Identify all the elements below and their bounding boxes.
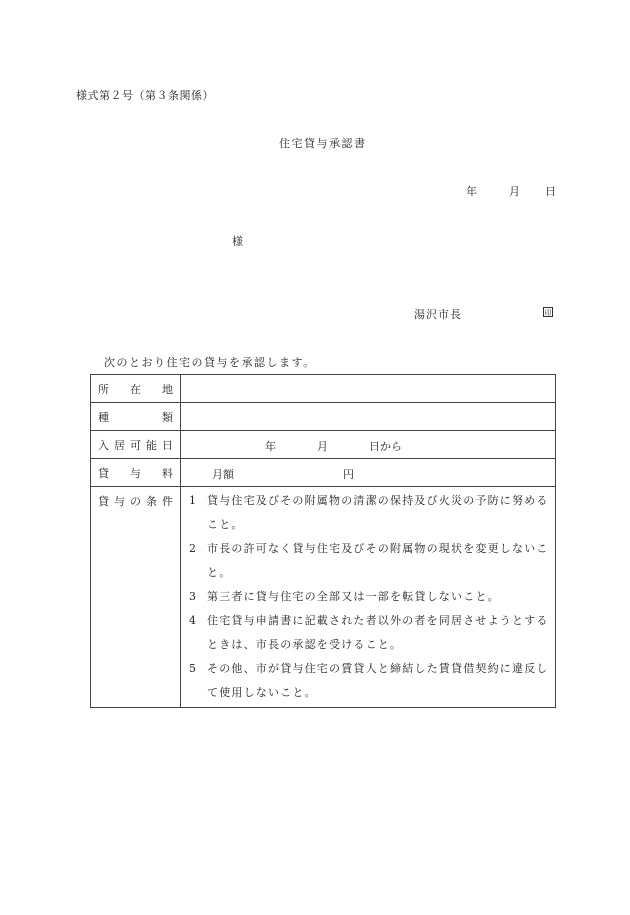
label-char: の bbox=[130, 495, 141, 508]
label-char: 与 bbox=[114, 495, 125, 508]
rent-monthly-label: 月額 bbox=[212, 468, 234, 481]
table-row-rent bbox=[91, 459, 556, 487]
location-label-cell bbox=[91, 375, 181, 403]
condition-item bbox=[181, 537, 555, 585]
label-char: 可 bbox=[130, 438, 141, 452]
rent-label-cell bbox=[91, 459, 181, 487]
move-in-value-cell[interactable] bbox=[181, 431, 556, 459]
type-label bbox=[91, 409, 180, 425]
conditions-list bbox=[181, 487, 555, 707]
date-year-label: 年 bbox=[466, 185, 477, 198]
issuer-name: 湯沢市長 bbox=[414, 308, 462, 321]
condition-text: 市長の許可なく貸与住宅及びその附属物の現状を変更しないこと。 bbox=[207, 542, 549, 579]
rent-value-cell[interactable] bbox=[181, 459, 556, 487]
label-char: 在 bbox=[130, 382, 141, 396]
addressee-suffix: 様 bbox=[232, 235, 243, 248]
label-char: 料 bbox=[162, 466, 173, 480]
label-char: 地 bbox=[162, 382, 173, 396]
label-char: 類 bbox=[162, 410, 173, 424]
label-char: 入 bbox=[98, 438, 109, 452]
condition-text: 第三者に貸与住宅の全部又は一部を転貸しないこと。 bbox=[207, 590, 500, 603]
move-in-month: 月 bbox=[317, 440, 328, 453]
table-row-move-in bbox=[91, 431, 556, 459]
move-in-day: 日から bbox=[369, 440, 402, 453]
label-char: 条 bbox=[146, 495, 157, 508]
label-char: 貸 bbox=[98, 466, 109, 480]
conditions-label bbox=[91, 493, 180, 509]
table-row-type bbox=[91, 403, 556, 431]
type-label-cell bbox=[91, 403, 181, 431]
rent-unit: 円 bbox=[343, 468, 354, 481]
label-char: 種 bbox=[98, 410, 109, 424]
table-row-location bbox=[91, 375, 556, 403]
condition-text: その他、市が貸与住宅の賃貸人と締結した賃貸借契約に違反して使用しないこと。 bbox=[207, 662, 549, 699]
condition-item bbox=[181, 609, 555, 657]
condition-text: 貸与住宅及びその附属物の清潔の保持及び火災の予防に努めること。 bbox=[207, 494, 549, 531]
table-row-conditions bbox=[91, 487, 556, 708]
document-title: 住宅貸与承認書 bbox=[279, 137, 367, 150]
conditions-value-cell bbox=[181, 487, 556, 708]
condition-number: 5 bbox=[189, 662, 198, 675]
label-char: 能 bbox=[146, 438, 157, 452]
location-value-cell[interactable] bbox=[181, 375, 556, 403]
condition-item bbox=[181, 657, 555, 705]
type-value-cell[interactable] bbox=[181, 403, 556, 431]
date-day-label: 日 bbox=[545, 185, 556, 198]
seal-mark: 印 bbox=[544, 309, 552, 317]
condition-number: 4 bbox=[189, 614, 198, 627]
move-in-label-cell bbox=[91, 431, 181, 459]
rent-label bbox=[91, 465, 180, 481]
conditions-label-cell bbox=[91, 487, 181, 708]
approval-table bbox=[90, 374, 556, 708]
condition-item bbox=[181, 585, 555, 609]
intro-text: 次のとおり住宅の貸与を承認します。 bbox=[104, 356, 316, 369]
condition-number: 1 bbox=[189, 494, 198, 507]
form-number: 様式第２号（第３条関係） bbox=[76, 89, 214, 102]
label-char: 居 bbox=[114, 438, 125, 452]
condition-number: 3 bbox=[189, 590, 198, 603]
label-char: 所 bbox=[98, 382, 109, 396]
condition-item bbox=[181, 489, 555, 537]
label-char: 与 bbox=[130, 466, 141, 480]
date-month-label: 月 bbox=[509, 185, 520, 198]
label-char: 件 bbox=[162, 495, 173, 508]
move-in-year: 年 bbox=[265, 440, 276, 453]
label-char: 貸 bbox=[98, 495, 109, 508]
location-label bbox=[91, 381, 180, 397]
condition-number: 2 bbox=[189, 542, 198, 555]
move-in-label bbox=[91, 437, 180, 453]
label-char: 日 bbox=[162, 438, 173, 452]
condition-text: 住宅貸与申請書に記載された者以外の者を同居させようとするときは、市長の承認を受けること。 bbox=[207, 614, 549, 651]
